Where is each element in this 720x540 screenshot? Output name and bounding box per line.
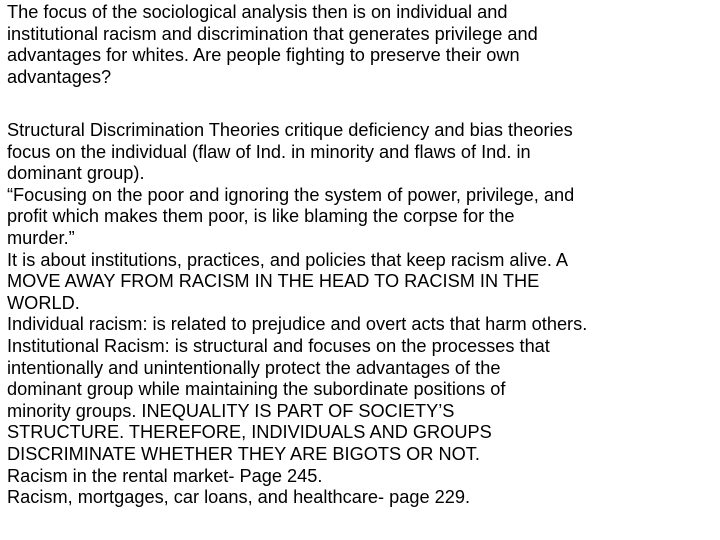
text-line: institutional racism and discrimination that generates privilege and <box>7 23 538 44</box>
text-line: murder.” <box>7 227 75 248</box>
paragraph-institutional-racism <box>7 336 587 466</box>
text-line: Racism in the rental market- Page 245. <box>7 465 323 486</box>
text-line: MOVE AWAY FROM RACISM IN THE HEAD TO RACISM IN THE <box>7 271 540 292</box>
text-line: Institutional Racism: is structural and focuses on the processes that <box>7 335 550 356</box>
main-text-block <box>7 120 587 509</box>
paragraph-institutions <box>7 250 587 315</box>
paragraph-mortgages <box>7 487 587 509</box>
text-line: “Focusing on the poor and ignoring the system of power, privilege, and <box>7 184 575 205</box>
text-line: Racism, mortgages, car loans, and healthcare- page 229. <box>7 487 471 508</box>
text-line: The focus of the sociological analysis then is on individual and <box>7 2 508 22</box>
text-line: WORLD. <box>7 292 80 313</box>
text-line: STRUCTURE. THEREFORE, INDIVIDUALS AND GROUPS <box>7 422 492 443</box>
text-line: DISCRIMINATE WHETHER THEY ARE BIGOTS OR NOT. <box>7 443 480 464</box>
text-line: profit which makes them poor, is like blaming the corpse for the <box>7 206 515 227</box>
text-line: intentionally and unintentionally protect the advantages of the <box>7 357 501 378</box>
paragraph-rental-market <box>7 466 587 488</box>
text-line: Individual racism: is related to prejudice and overt acts that harm others. <box>7 314 588 335</box>
paragraph-quote <box>7 185 587 250</box>
paragraph-intro <box>7 2 538 88</box>
text-line: focus on the individual (flaw of Ind. in minority and flaws of Ind. in <box>7 141 531 162</box>
paragraph-structural-theories <box>7 120 587 185</box>
text-line: Structural Discrimination Theories critique deficiency and bias theories <box>7 120 573 140</box>
intro-text-block <box>7 2 538 88</box>
paragraph-individual-racism <box>7 314 587 336</box>
text-line: dominant group while maintaining the subordinate positions of <box>7 379 506 400</box>
text-line: It is about institutions, practices, and policies that keep racism alive. A <box>7 249 569 270</box>
text-line: dominant group). <box>7 163 145 184</box>
text-line: advantages for whites. Are people fighting to preserve their own <box>7 45 520 66</box>
slide <box>7 0 713 540</box>
text-line: minority groups. INEQUALITY IS PART OF SOCIETY’S <box>7 400 455 421</box>
text-line: advantages? <box>7 66 112 87</box>
